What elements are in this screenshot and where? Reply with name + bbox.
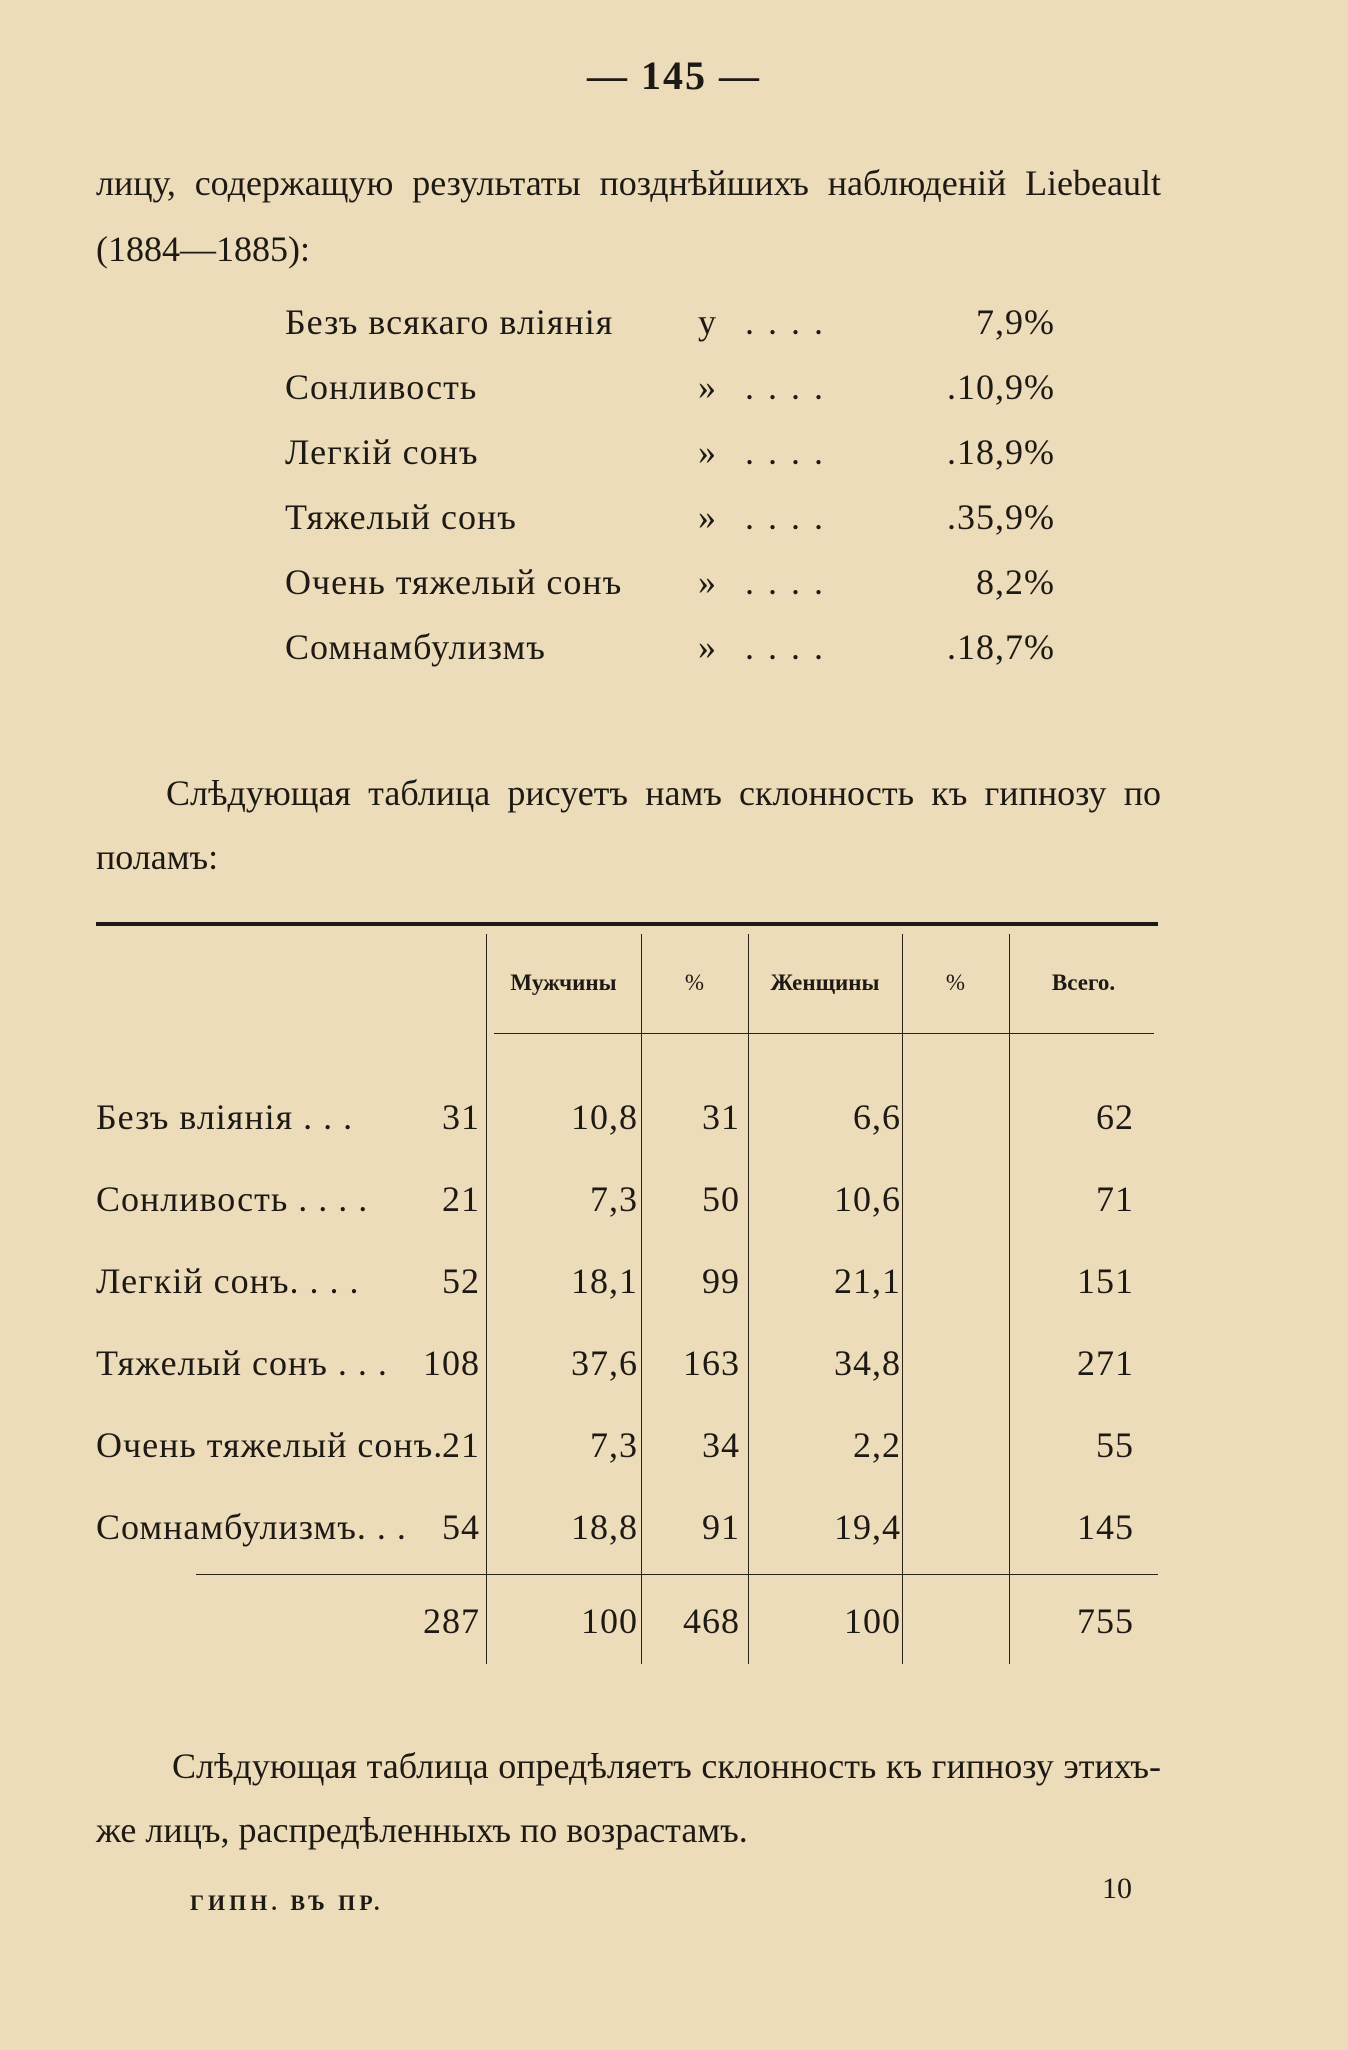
sex-table: [96, 928, 1158, 1673]
cell-total: 55: [1096, 1425, 1134, 1465]
stat-value: 8,2%: [976, 562, 1055, 602]
stats-list: [285, 290, 1075, 680]
cell-women: 163: [683, 1343, 740, 1383]
stat-row: [285, 615, 1075, 680]
cell-men: 21: [442, 1179, 480, 1219]
table-row: [96, 1076, 1158, 1158]
cell-men: 52: [442, 1261, 480, 1301]
header-men: Мужчины: [510, 970, 617, 995]
cell-total: 71: [1096, 1179, 1134, 1219]
page-number: — 145 —: [587, 53, 761, 98]
cell-women: 34: [702, 1425, 740, 1465]
total-men-percent: 100: [581, 1601, 638, 1641]
cell-men: 108: [423, 1343, 480, 1383]
intro-paragraph: лицу, содержащую результаты позднѣйшихъ наблюденій Liebeault (1884—1885):: [96, 163, 1161, 269]
total-all: 755: [1077, 1601, 1134, 1641]
stat-label: Сонливость: [285, 367, 478, 407]
stat-value: 7,9%: [976, 302, 1055, 342]
stat-ditto: »: [698, 432, 716, 472]
totals-rule: [196, 1574, 1158, 1575]
table-body: [96, 1076, 1158, 1568]
stat-row: [285, 550, 1075, 615]
closing-paragraph: Слѣдующая таблица опредѣляетъ склонность къ гипнозу этихъ-же лицъ, распредѣленныхъ по возрастамъ.: [96, 1746, 1161, 1850]
cell-men-percent: 7,3: [590, 1179, 638, 1219]
stat-label: Сомнамбулизмъ: [285, 627, 546, 667]
row-label: Безъ вліянія . . .: [96, 1097, 354, 1137]
stat-row: [285, 355, 1075, 420]
footer-sheet-number: 10: [1102, 1872, 1132, 1905]
table-row: [96, 1158, 1158, 1240]
cell-women: 91: [702, 1507, 740, 1547]
stat-value: .18,9%: [947, 432, 1055, 472]
cell-women: 50: [702, 1179, 740, 1219]
cell-women: 31: [702, 1097, 740, 1137]
row-label: Сонливость . . . .: [96, 1179, 369, 1219]
header-rule: [494, 1033, 1154, 1034]
cell-men: 54: [442, 1507, 480, 1547]
stat-label: Безъ всякаго вліянія: [285, 302, 614, 342]
header-men-percent: %: [684, 970, 705, 995]
cell-women-percent: 2,2: [853, 1425, 901, 1465]
stat-dots: ....: [745, 627, 837, 667]
total-men: 287: [423, 1601, 480, 1641]
cell-women: 99: [702, 1261, 740, 1301]
table-top-rule: [96, 922, 1158, 926]
total-women-percent: 100: [844, 1601, 901, 1641]
header-total: Всего.: [1051, 970, 1116, 995]
stat-label: Тяжелый сонъ: [285, 497, 517, 537]
stat-label: Легкій сонъ: [285, 432, 479, 472]
stat-ditto: »: [698, 497, 716, 537]
table-intro-paragraph: Слѣдующая таблица рисуетъ намъ склонность къ гипнозу по поламъ:: [96, 773, 1161, 877]
cell-women-percent: 21,1: [834, 1261, 901, 1301]
cell-total: 151: [1077, 1261, 1134, 1301]
stat-ditto: »: [698, 562, 716, 602]
cell-total: 62: [1096, 1097, 1134, 1137]
cell-men-percent: 18,8: [571, 1507, 638, 1547]
row-label: Сомнамбулизмъ. . .: [96, 1507, 407, 1547]
stat-dots: ....: [745, 432, 837, 472]
stat-value: .10,9%: [947, 367, 1055, 407]
row-label: Очень тяжелый сонъ.: [96, 1425, 444, 1465]
header-women: Женщины: [770, 970, 880, 995]
header-women-percent: %: [945, 970, 966, 995]
cell-women-percent: 10,6: [834, 1179, 901, 1219]
stat-dots: ....: [745, 302, 837, 342]
stat-row: [285, 420, 1075, 485]
stat-label: Очень тяжелый сонъ: [285, 562, 623, 602]
table-row: [96, 1240, 1158, 1322]
stat-dots: ....: [745, 562, 837, 602]
cell-men-percent: 7,3: [590, 1425, 638, 1465]
totals-row: [96, 1580, 1158, 1662]
row-label: Тяжелый сонъ . . .: [96, 1343, 388, 1383]
cell-men-percent: 18,1: [571, 1261, 638, 1301]
stat-value: .35,9%: [947, 497, 1055, 537]
stat-ditto: »: [698, 627, 716, 667]
table-row: [96, 1322, 1158, 1404]
cell-total: 271: [1077, 1343, 1134, 1383]
cell-men-percent: 10,8: [571, 1097, 638, 1137]
stat-ditto: у: [698, 302, 716, 342]
stat-dots: ....: [745, 497, 837, 537]
cell-women-percent: 34,8: [834, 1343, 901, 1383]
cell-women-percent: 19,4: [834, 1507, 901, 1547]
cell-men-percent: 37,6: [571, 1343, 638, 1383]
stat-row: [285, 290, 1075, 355]
row-label: Легкій сонъ. . . .: [96, 1261, 360, 1301]
cell-women-percent: 6,6: [853, 1097, 901, 1137]
stat-row: [285, 485, 1075, 550]
stat-dots: ....: [745, 367, 837, 407]
footer-signature: ГИПН. ВЪ ПР.: [190, 1890, 384, 1915]
stat-ditto: »: [698, 367, 716, 407]
total-women: 468: [683, 1601, 740, 1641]
table-row: [96, 1486, 1158, 1568]
cell-men: 31: [442, 1097, 480, 1137]
stat-value: .18,7%: [947, 627, 1055, 667]
table-row: [96, 1404, 1158, 1486]
cell-total: 145: [1077, 1507, 1134, 1547]
cell-men: 21: [442, 1425, 480, 1465]
